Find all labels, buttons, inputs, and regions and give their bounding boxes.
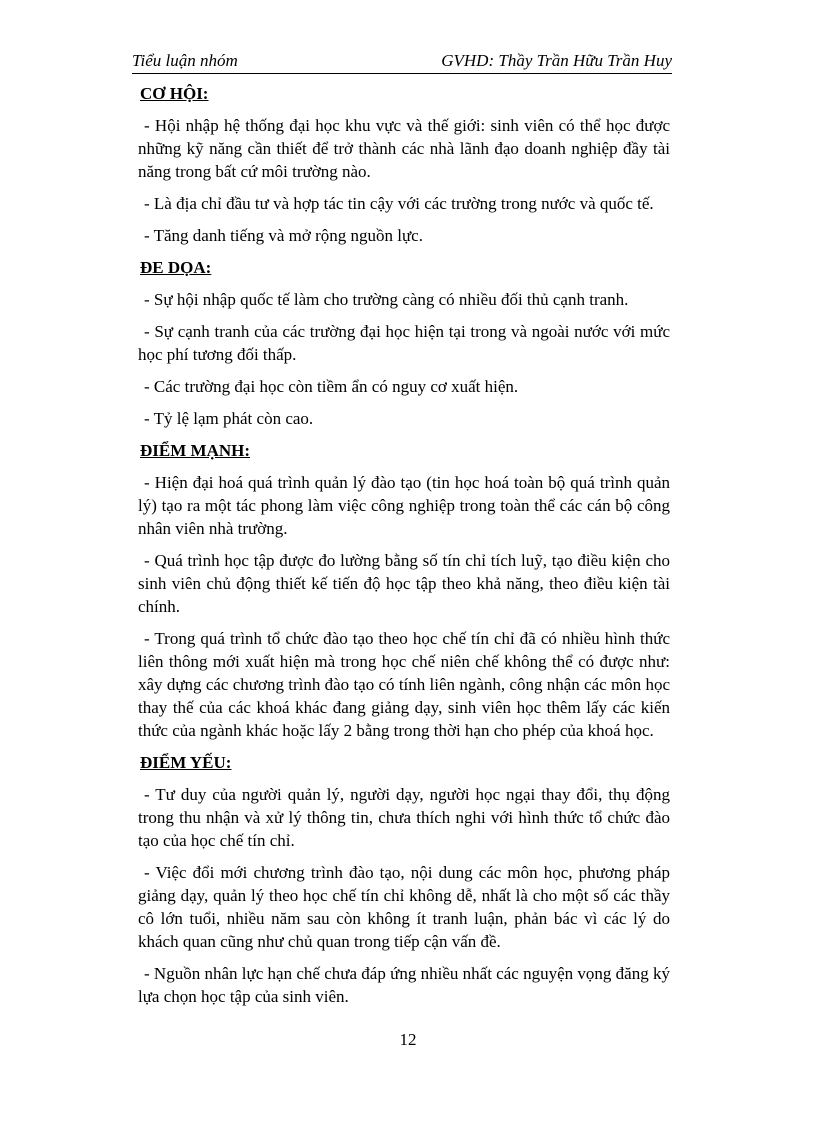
page-header xyxy=(132,51,672,74)
paragraph: - Việc đổi mới chương trình đào tạo, nội dung các môn học, phương pháp giảng dạy, quản lý theo học chế tín chỉ không dễ, nhất là cho một số các thầy cô lớn tuổi, nhiều năm sau còn không ít tranh luận, phản bác vì các lý do khách quan cũng như chủ quan trong tiếp cận vấn đề. xyxy=(138,863,670,951)
paragraph: - Trong quá trình tổ chức đào tạo theo học chế tín chỉ đã có nhiều hình thức liên thông mới xuất hiện mà trong học chế niên chế không thể có được như: xây dựng các chương trình đào tạo có tính liên ngành, công nhận các môn học thay thế của các khoá khác đang giảng dạy, sinh viên học thêm lấy các kiến thức của ngành khác hoặc lấy 2 bằng trong thời hạn cho phép của khoá học. xyxy=(138,629,670,740)
paragraph: - Quá trình học tập được đo lường bằng số tín chỉ tích luỹ, tạo điều kiện cho sinh viên chủ động thiết kế tiến độ học tập theo khả năng, theo điều kiện tài chính. xyxy=(138,551,670,616)
paragraph: - Các trường đại học còn tiềm ẩn có nguy cơ xuất hiện. xyxy=(144,377,519,396)
paragraph: - Tỷ lệ lạm phát còn cao. xyxy=(144,409,314,428)
paragraph: - Sự cạnh tranh của các trường đại học hiện tại trong và ngoài nước với mức học phí tương đối thấp. xyxy=(138,322,670,364)
paragraph: - Tăng danh tiếng và mở rộng nguồn lực. xyxy=(144,226,423,245)
paragraph: - Sự hội nhập quốc tế làm cho trường càng có nhiều đối thủ cạnh tranh. xyxy=(144,290,629,309)
section-heading-strengths: ĐIỂM MẠNH: xyxy=(140,441,251,460)
section-heading-weaknesses: ĐIỂM YẾU: xyxy=(140,753,232,772)
paragraph: - Hiện đại hoá quá trình quản lý đào tạo (tin học hoá toàn bộ quá trình quản lý) tạo ra một tác phong làm việc công nghiệp trong toàn thể các cán bộ công nhân viên nhà trường. xyxy=(138,473,670,538)
header-right-text: GVHD: Thầy Trần Hữu Trần Huy xyxy=(441,51,672,70)
paragraph: - Tư duy của người quản lý, người dạy, người học ngại thay đổi, thụ động trong thu nhận và xử lý thông tin, chưa thích nghi với hình thức tổ chức đào tạo của học chế tín chỉ. xyxy=(138,785,670,850)
paragraph: - Là địa chỉ đầu tư và hợp tác tin cậy với các trường trong nước và quốc tế. xyxy=(144,194,654,213)
section-heading-threats: ĐE DỌA: xyxy=(140,258,212,277)
header-left-text: Tiểu luận nhóm xyxy=(132,51,238,70)
document-body xyxy=(138,82,670,1008)
page-number: 12 xyxy=(399,1030,417,1049)
section-heading-opportunities: CƠ HỘI: xyxy=(140,84,209,103)
paragraph: - Nguồn nhân lực hạn chế chưa đáp ứng nhiều nhất các nguyện vọng đăng ký lựa chọn học tập của sinh viên. xyxy=(138,964,670,1006)
paragraph: - Hội nhập hệ thống đại học khu vực và thế giới: sinh viên có thể học được những kỹ năng cần thiết để trở thành các nhà lãnh đạo doanh nghiệp đầy tài năng trong bất cứ môi trường nào. xyxy=(138,116,670,181)
